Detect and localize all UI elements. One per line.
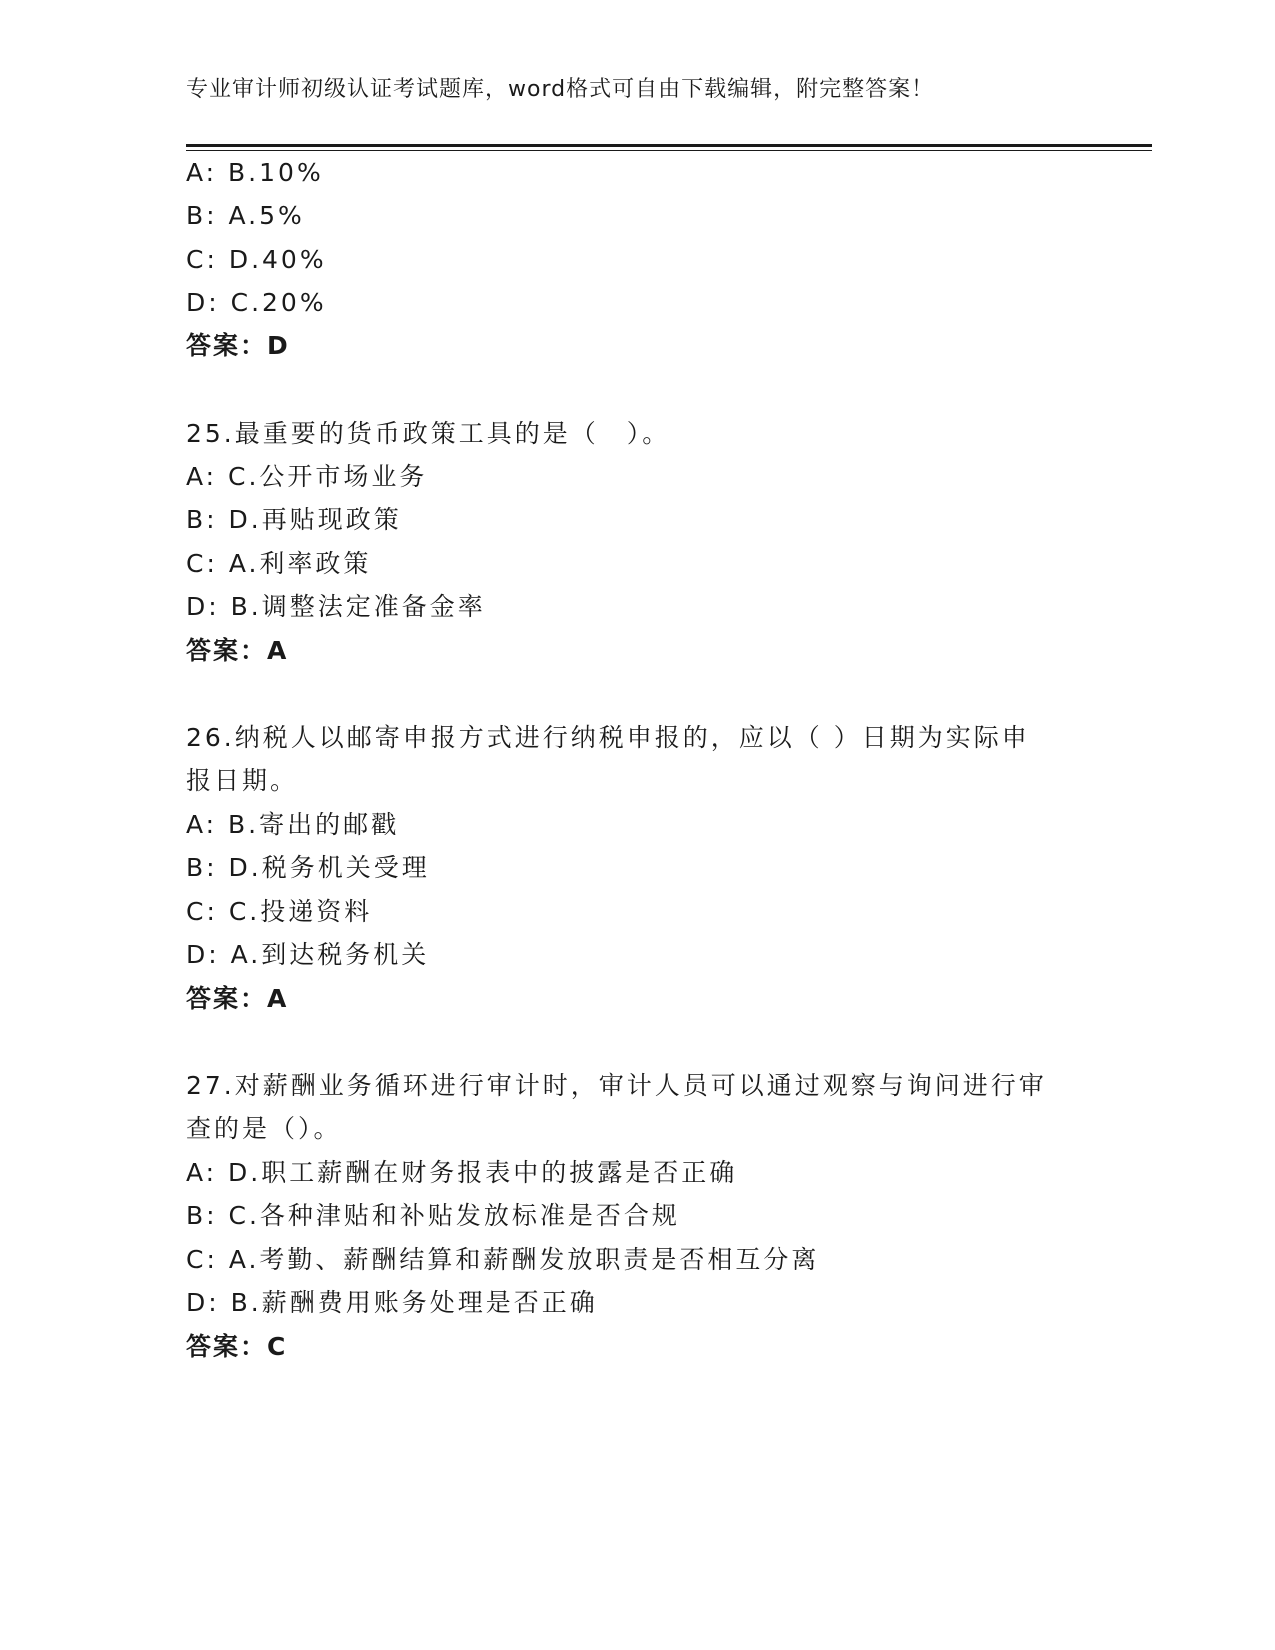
q26-stem-line-2: 报日期。 (186, 766, 299, 795)
q27-option-a: A: D.职工薪酬在财务报表中的披露是否正确 (186, 1158, 738, 1187)
q24-option-a: A: B.10% (186, 158, 324, 187)
q27-option-c: C: A.考勤、薪酬结算和薪酬发放职责是否相互分离 (186, 1245, 820, 1274)
q27-stem-line-1: 27.对薪酬业务循环进行审计时，审计人员可以通过观察与询问进行审 (186, 1071, 1047, 1100)
q26-option-d: D: A.到达税务机关 (186, 940, 430, 969)
q26-answer: 答案：A (186, 984, 289, 1013)
q25-option-d: D: B.调整法定准备金率 (186, 592, 486, 621)
q24-option-c: C: D.40% (186, 245, 327, 274)
q24-option-b: B: A.5% (186, 201, 305, 230)
q24-option-d: D: C.20% (186, 288, 327, 317)
q25-option-b: B: D.再贴现政策 (186, 505, 402, 534)
q25-stem: 25.最重要的货币政策工具的是（ ）。 (186, 419, 671, 448)
q26-option-b: B: D.税务机关受理 (186, 853, 430, 882)
page-header: 专业审计师初级认证考试题库，word格式可自由下载编辑，附完整答案！ (186, 77, 935, 102)
q24-answer: 答案：D (186, 331, 290, 360)
q26-option-a: A: B.寄出的邮戳 (186, 810, 400, 839)
q26-stem-line-1: 26.纳税人以邮寄申报方式进行纳税申报的，应以（ ）日期为实际申 (186, 723, 1030, 752)
header-divider (186, 144, 1152, 147)
q27-option-d: D: B.薪酬费用账务处理是否正确 (186, 1288, 598, 1317)
q27-option-b: B: C.各种津贴和补贴发放标准是否合规 (186, 1201, 680, 1230)
q27-stem-line-2: 查的是（）。 (186, 1114, 342, 1143)
q27-answer: 答案：C (186, 1332, 288, 1361)
q25-answer: 答案：A (186, 636, 289, 665)
q26-option-c: C: C.投递资料 (186, 897, 373, 926)
header-divider-thin (186, 150, 1152, 151)
q25-option-c: C: A.利率政策 (186, 549, 372, 578)
q25-option-a: A: C.公开市场业务 (186, 462, 428, 491)
